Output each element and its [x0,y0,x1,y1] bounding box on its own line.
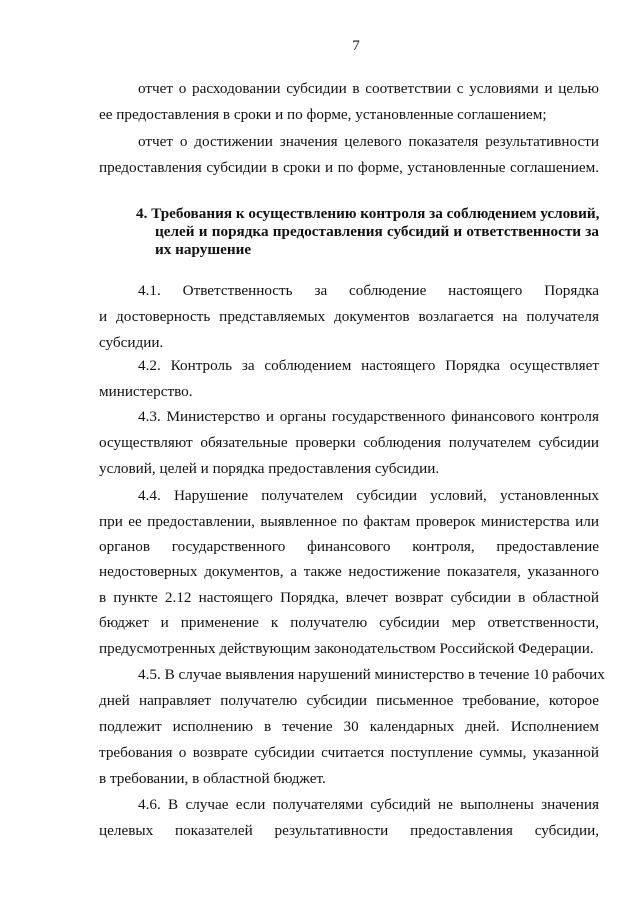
paragraph-line: условий, целей и порядка предоставления субсидии. [99,460,440,477]
paragraph-line: ее предоставления в сроки и по форме, установленные соглашением; [99,106,547,123]
paragraph-line: предоставления субсидии в сроки и по форме, установленные соглашением. [99,159,599,176]
paragraph-line: бюджет и применение к получателю субсидии мер ответственности, [99,614,599,631]
paragraph-line: и достоверность представляемых документов возлагается на получателя [99,308,599,325]
section-heading: 4. Требования к осуществлению контроля за соблюдением условий, [136,205,600,222]
section-heading: их нарушение [155,241,252,258]
paragraph-line: предусмотренных действующим законодательством Российской Федерации. [99,640,594,657]
paragraph-line: 4.1. Ответственность за соблюдение настоящего Порядка [138,282,599,299]
paragraph-line: дней направляет получателю субсидии письменное требование, которое [99,692,599,709]
paragraph-line: субсидии. [99,334,164,351]
paragraph-line: 4.3. Министерство и органы государственного финансового контроля [138,408,599,425]
paragraph-line: целевых показателей результативности предоставления субсидии, [99,822,599,839]
paragraph-line: при ее предоставлении, выявленное по фактам проверок министерства или [99,513,599,530]
page-number: 7 [352,38,360,54]
paragraph-line: 4.2. Контроль за соблюдением настоящего Порядка осуществляет [138,357,599,374]
paragraph-line: 4.6. В случае если получателями субсидий не выполнены значения [138,796,599,813]
paragraph-line: в пункте 2.12 настоящего Порядка, влечет возврат субсидии в областной [99,589,599,606]
paragraph-line: министерство. [99,383,193,400]
paragraph-line: органов государственного финансового контроля, предоставление [99,538,599,555]
paragraph-line: требования о возврате субсидии считается поступление суммы, указанной [99,744,599,761]
paragraph-line: 4.5. В случае выявления нарушений министерство в течение 10 рабочих [138,666,605,683]
paragraph-line: отчет о расходовании субсидии в соответствии с условиями и целью [138,80,599,97]
section-heading: целей и порядка предоставления субсидий и ответственности за [155,223,599,240]
paragraph-line: в требовании, в областной бюджет. [99,770,326,787]
paragraph-line: 4.4. Нарушение получателем субсидии условий, установленных [138,487,599,504]
paragraph-line: осуществляют обязательные проверки соблюдения получателем субсидии [99,434,599,451]
paragraph-line: подлежит исполнению в течение 30 календарных дней. Исполнением [99,718,599,735]
paragraph-line: отчет о достижении значения целевого показателя результативности [138,133,599,150]
paragraph-line: недостоверных документов, а также недостижение показателя, указанного [99,563,599,580]
